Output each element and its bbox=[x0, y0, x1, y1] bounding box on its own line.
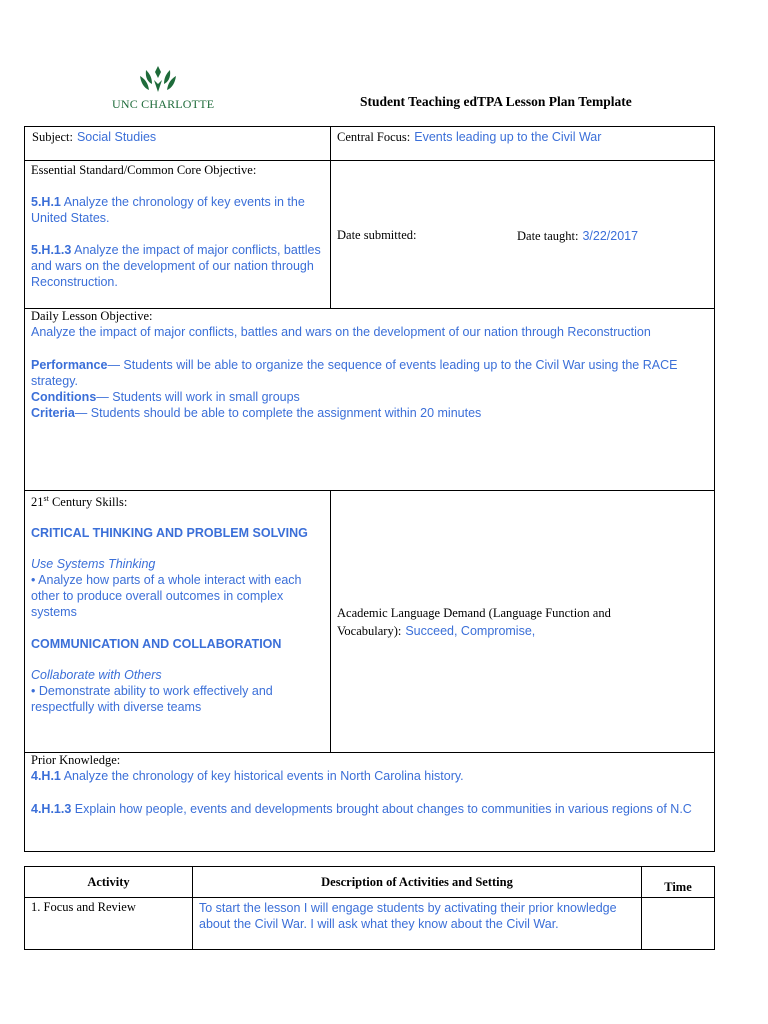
column-header: Time bbox=[642, 867, 715, 898]
central-focus-value: Events leading up to the Civil War bbox=[414, 130, 602, 144]
prior-knowledge-item bbox=[31, 768, 707, 784]
academic-language-cell bbox=[330, 490, 715, 753]
skills-cell bbox=[24, 490, 331, 753]
conditions-text: — Students will work in small groups bbox=[96, 390, 300, 404]
column-header: Description of Activities and Setting bbox=[193, 867, 642, 898]
prior-knowledge-label: Prior Knowledge: bbox=[31, 753, 121, 767]
subject-value: Social Studies bbox=[76, 130, 157, 144]
performance-line bbox=[31, 357, 707, 389]
activities-table bbox=[24, 866, 715, 950]
conditions-line bbox=[31, 389, 707, 405]
table-row bbox=[25, 898, 715, 950]
standard-label: Essential Standard/Common Core Objective: bbox=[31, 163, 257, 177]
crown-leaf-icon bbox=[138, 62, 178, 96]
skills-sub-collaborate: Collaborate with Others bbox=[31, 668, 162, 683]
conditions-label: Conditions bbox=[31, 390, 97, 404]
daily-objective-cell bbox=[24, 308, 715, 491]
description-cell: To start the lesson I will engage students by activating their prior knowledge about the Civil War. I will ask what they know about the Civil War. bbox=[193, 898, 642, 950]
skills-heading-communication: COMMUNICATION AND COLLABORATION bbox=[31, 637, 282, 652]
time-cell bbox=[642, 898, 715, 950]
activity-cell: 1. Focus and Review bbox=[25, 898, 193, 950]
date-submitted-label: Date submitted: bbox=[337, 228, 417, 242]
skills-sub-systems-thinking: Use Systems Thinking bbox=[31, 557, 156, 572]
central-focus-cell bbox=[330, 126, 715, 161]
standard-text: Analyze the impact of major conflicts, battles and wars on the development of our nation through Reconstruction. bbox=[31, 243, 321, 289]
date-taught-value: 3/22/2017 bbox=[582, 229, 639, 243]
prior-knowledge-code: 4.H.1 bbox=[31, 769, 61, 783]
prior-knowledge-item bbox=[31, 801, 707, 817]
criteria-text: — Students should be able to complete the assignment within 20 minutes bbox=[74, 406, 482, 420]
standard-item bbox=[31, 242, 321, 290]
prior-knowledge-text: Explain how people, events and developments brought about changes to communities in various regions of N.C bbox=[74, 802, 692, 816]
academic-language-text bbox=[337, 604, 677, 640]
academic-language-label: Academic Language Demand (Language Function and Vocabulary): bbox=[337, 606, 611, 638]
skills-text-collaborate: • Demonstrate ability to work effectively and respectfully with diverse teams bbox=[31, 684, 273, 715]
skills-label-text: Century Skills: bbox=[48, 495, 128, 510]
performance-label: Performance bbox=[31, 358, 108, 372]
subject-label: Subject: bbox=[32, 130, 73, 144]
skills-label bbox=[31, 491, 321, 510]
prior-knowledge-code: 4.H.1.3 bbox=[31, 802, 72, 816]
table-header-row bbox=[25, 867, 715, 898]
standard-item bbox=[31, 194, 321, 226]
date-taught-label: Date taught: bbox=[517, 229, 579, 243]
academic-language-value: Succeed, Compromise, bbox=[405, 624, 536, 638]
skills-text-systems: • Analyze how parts of a whole interact with each other to produce overall outcomes in complex systems bbox=[31, 573, 302, 620]
criteria-line bbox=[31, 405, 707, 421]
prior-knowledge-text: Analyze the chronology of key historical events in North Carolina history. bbox=[63, 769, 464, 783]
skills-label-sup: st bbox=[43, 494, 49, 503]
skills-label-number: 21 bbox=[31, 495, 44, 510]
logo-text: UNC CHARLOTTE bbox=[112, 97, 215, 111]
criteria-label: Criteria bbox=[31, 406, 75, 420]
central-focus-label: Central Focus: bbox=[337, 130, 411, 144]
skills-heading-critical-thinking: CRITICAL THINKING AND PROBLEM SOLVING bbox=[31, 526, 308, 541]
page-title: Student Teaching edTPA Lesson Plan Template bbox=[360, 94, 632, 109]
subject-cell bbox=[24, 126, 331, 161]
dates-cell bbox=[330, 160, 715, 309]
column-header: Activity bbox=[25, 867, 193, 898]
standard-code: 5.H.1.3 bbox=[31, 243, 72, 257]
unc-charlotte-logo bbox=[112, 62, 216, 112]
standard-text: Analyze the chronology of key events in the United States. bbox=[31, 195, 305, 225]
standard-cell bbox=[24, 160, 331, 309]
daily-objective-text: Analyze the impact of major conflicts, battles and wars on the development of our nation through Reconstruction bbox=[31, 325, 651, 339]
prior-knowledge-cell bbox=[24, 752, 715, 852]
daily-objective-label: Daily Lesson Objective: bbox=[31, 309, 153, 323]
performance-text: — Students will be able to organize the sequence of events leading up to the Civil War using the RACE strategy. bbox=[31, 358, 678, 388]
standard-code: 5.H.1 bbox=[31, 195, 61, 209]
